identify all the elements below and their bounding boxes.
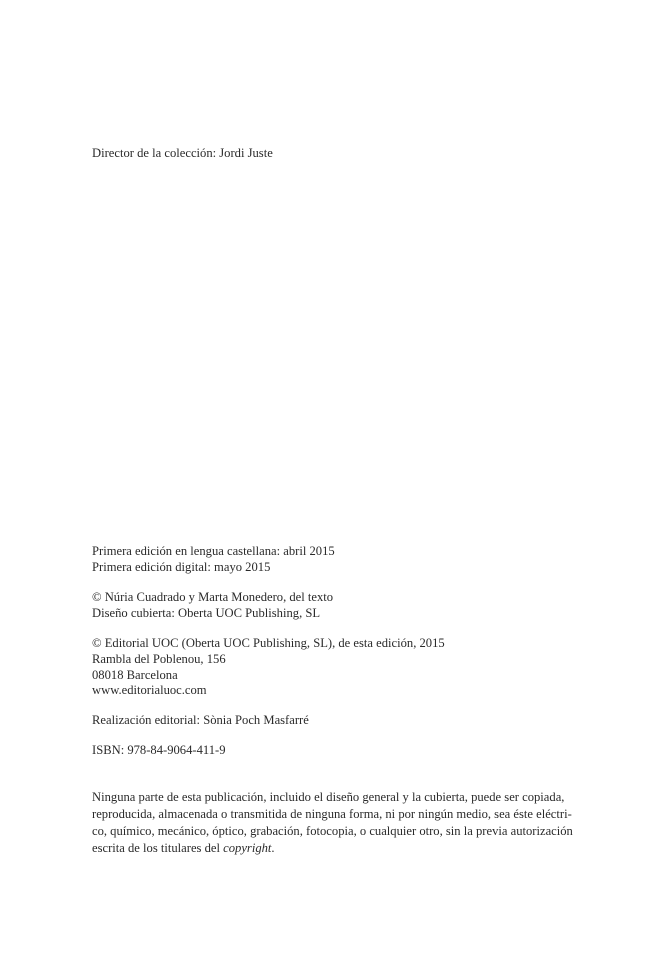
publisher-address: Rambla del Poblenou, 156 — [92, 652, 226, 666]
publisher-copyright: © Editorial UOC (Oberta UOC Publishing, SL), de esta edición, 2015 — [92, 636, 445, 650]
text-copyright: © Núria Cuadrado y Marta Monedero, del texto — [92, 590, 334, 604]
editorial-production: Realización editorial: Sònia Poch Masfarré — [92, 713, 309, 727]
publisher-website: www.editorialuoc.com — [92, 683, 207, 697]
first-digital-edition: Primera edición digital: mayo 2015 — [92, 560, 271, 574]
legal-notice-suffix: . — [271, 841, 275, 855]
legal-notice-line: reproducida, almacenada o transmitida de ninguna forma, ni por ningún medio, sea éste eléctri- — [92, 807, 572, 821]
legal-notice-prefix: escrita de los titulares del — [92, 841, 224, 855]
legal-notice-line: co, químico, mecánico, óptico, grabación, fotocopia, o cualquier otro, sin la previa autorización — [92, 824, 573, 838]
legal-notice-line: Ninguna parte de esta publicación, incluido el diseño general y la cubierta, puede ser copiada, — [92, 790, 565, 804]
cover-design: Diseño cubierta: Oberta UOC Publishing, SL — [92, 606, 321, 620]
isbn: ISBN: 978-84-9064-411-9 — [92, 743, 226, 757]
copyright-term: copyright — [223, 841, 272, 855]
legal-notice-last-line — [92, 840, 560, 857]
first-spanish-edition: Primera edición en lengua castellana: abril 2015 — [92, 544, 335, 558]
collection-director: Director de la colección: Jordi Juste — [92, 146, 273, 160]
publisher-city: 08018 Barcelona — [92, 668, 178, 682]
legal-notice — [92, 789, 573, 857]
